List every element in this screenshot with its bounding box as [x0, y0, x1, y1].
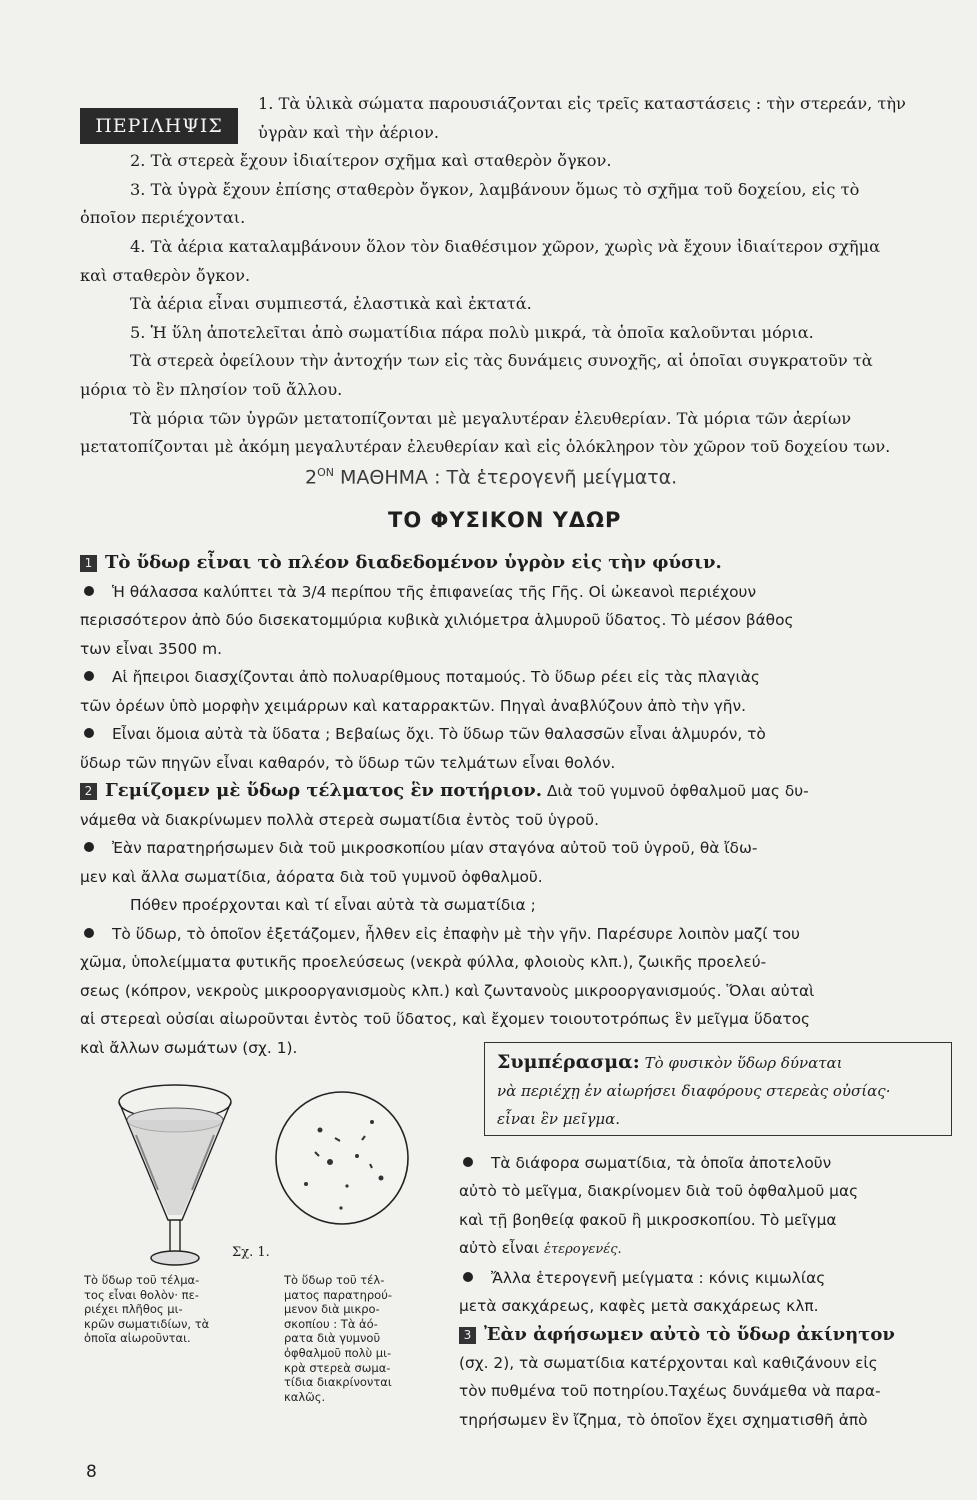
- section-1-bullet-2: [80, 663, 955, 692]
- summary-item-5: 5. Ἡ ὕλη ἀποτελεῖται ἀπὸ σωματίδια πάρα πολὺ μικρά, τὰ ὁποῖα καλοῦνται μόρια.: [130, 322, 814, 342]
- caption-line: Τὸ ὕδωρ τοῦ τέλ-: [284, 1273, 385, 1287]
- text-line: Αἱ ἤπειροι διασχίζονται ἀπὸ πολυαρίθμους ποταμούς. Τὸ ὕδωρ ρέει εἰς τὰς πλαγιὰς: [112, 668, 760, 686]
- lesson-number: 2: [305, 466, 318, 489]
- text-line: [459, 1234, 955, 1264]
- conclusion-text: Τὸ φυσικὸν ὕδωρ δύναται: [639, 1054, 843, 1072]
- summary-item-6-cont: μόρια τὸ ἓν πλησίον τοῦ ἄλλου.: [80, 379, 343, 399]
- caption-line: μενον διὰ μικρο-: [284, 1302, 380, 1317]
- page-number: 8: [86, 1462, 97, 1482]
- section-1-bullet-3: [80, 720, 955, 749]
- figure-caption-left: [84, 1273, 244, 1346]
- caption-line: καλῶς.: [284, 1389, 326, 1404]
- summary-item-4-cont: καὶ σταθερὸν ὄγκον.: [80, 265, 251, 285]
- section-3-heading: [459, 1321, 955, 1349]
- section-1-title: Τὸ ὕδωρ εἶναι τὸ πλέον διαδεδομένον ὑγρὸν εἰς τὴν φύσιν.: [105, 552, 722, 573]
- figure-caption-right: [284, 1273, 434, 1404]
- right-column: [459, 1149, 955, 1434]
- bullet-icon: [84, 586, 94, 596]
- summary-item-7-cont: μετατοπίζονται μὲ ἀκόμη μεγαλυτέραν ἐλευθερίαν καὶ εἰς ὁλόκληρον τὸν χῶρον τοῦ δοχείου των.: [80, 437, 891, 457]
- main-text: [80, 549, 955, 1062]
- text-line: Ἡ θάλασσα καλύπτει τὰ 3/4 περίπου τῆς ἐπιφανείας τῆς Γῆς. Οἱ ὠκεανοὶ περιέχουν: [112, 582, 757, 601]
- text-line: ὕδωρ τῶν πηγῶν εἶναι καθαρόν, τὸ ὕδωρ τῶν τελμάτων εἶναι θολόν.: [80, 753, 616, 772]
- summary-item-2: 2. Τὰ στερεὰ ἔχουν ἰδιαίτερον σχῆμα καὶ σταθερὸν ὄγκον.: [130, 151, 612, 171]
- section-number-badge: 1: [80, 555, 97, 572]
- conclusion-label: Συμπέρασμα:: [497, 1051, 640, 1073]
- summary-item-7: Τὰ μόρια τῶν ὑγρῶν μετατοπίζονται μὲ μεγαλυτέραν ἐλευθερίαν. Τὰ μόρια τῶν ἀερίων: [130, 408, 852, 428]
- caption-line: κρῶν σωματιδίων, τὰ: [84, 1316, 210, 1331]
- lesson-label: ΜΑΘΗΜΑ :: [333, 466, 447, 489]
- text-line: σεως (κόπρον, νεκροὺς μικροοργανισμοὺς κλπ.) καὶ ζωντανοὺς μικροοργανισμούς. Ὅλαι αὐταὶ: [80, 981, 815, 1000]
- right-bullet-1: [459, 1149, 955, 1177]
- lesson-topic: Τὰ ἑτερογενῆ μείγματα.: [446, 466, 678, 489]
- text-line: καὶ ἄλλων σωμάτων (σχ. 1).: [80, 1038, 298, 1057]
- figure-label: Σχ. 1.: [232, 1245, 270, 1260]
- caption-line: σκοπίου : Τὰ ἀό-: [284, 1316, 378, 1331]
- conclusion-text: εἶναι ἓν μεῖγμα.: [497, 1110, 621, 1128]
- text-line: Διὰ τοῦ γυμνοῦ ὀφθαλμοῦ μας δυ-: [541, 782, 809, 800]
- bullet-icon: [463, 1272, 473, 1282]
- bullet-icon: [463, 1157, 473, 1167]
- text-line: καὶ τῇ βοηθείᾳ φακοῦ ἢ μικροσκοπίου. Τὸ μεῖγμα: [459, 1210, 837, 1229]
- text-line: Τὸ ὕδωρ, τὸ ὁποῖον ἐξετάζομεν, ἦλθεν εἰς ἐπαφὴν μὲ τὴν γῆν. Παρέσυρε λοιπὸν μαζί του: [112, 924, 800, 943]
- caption-line: ὁποῖα αἰωροῦνται.: [84, 1331, 191, 1346]
- text-line: Τὰ διάφορα σωματίδια, τὰ ὁποῖα ἀποτελοῦν: [491, 1154, 832, 1172]
- text-line: χῶμα, ὑπολείμματα φυτικῆς προελεύσεως (νεκρὰ φύλλα, φλοιοὺς κλπ.), ζωικῆς προελεύ-: [80, 953, 767, 971]
- page-title: ΤΟ ΦΥΣΙΚΟΝ ΥΔΩΡ: [388, 508, 622, 532]
- glass-drawing: [119, 1085, 231, 1265]
- caption-line: κρὰ στερεὰ σωμα-: [284, 1360, 391, 1375]
- summary-item-3: 3. Τὰ ὑγρὰ ἔχουν ἐπίσης σταθερὸν ὄγκον, λαμβάνουν ὅμως τὸ σχῆμα τοῦ δοχείου, εἰς τὸ: [130, 179, 860, 199]
- caption-line: ριέχει πλῆθος μι-: [84, 1302, 183, 1317]
- text-line: νάμεθα νὰ διακρίνωμεν πολλὰ στερεὰ σωματίδια ἐντὸς τοῦ ὑγροῦ.: [80, 810, 599, 829]
- text-line: τὸν πυθμένα τοῦ ποτηρίου.Ταχέως δυνάμεθα νὰ παρα-: [459, 1382, 881, 1401]
- summary-item-6: Τὰ στερεὰ ὀφείλουν τὴν ἀντοχήν των εἰς τὰς δυνάμεις συνοχῆς, αἱ ὁποῖαι συγκρατοῦν τὰ: [130, 351, 873, 371]
- section-1-heading: [80, 549, 955, 578]
- summary-item-1: 1. Τὰ ὑλικὰ σώματα παρουσιάζονται εἰς τρεῖς καταστάσεις : τὴν στερεάν, τὴν: [258, 94, 906, 113]
- section-2-title: Γεμίζομεν μὲ ὕδωρ τέλματος ἓν ποτήριον.: [105, 780, 542, 801]
- text-line: (σχ. 2), τὰ σωματίδια κατέρχονται καὶ καθιζάνουν εἰς: [459, 1354, 878, 1373]
- text-line: μετὰ σακχάρεως, καφὲς μετὰ σακχάρεως κλπ.: [459, 1297, 819, 1316]
- summary-badge: ΠΕΡΙΛΗΨΙΣ: [80, 108, 238, 144]
- caption-line: τίδια διακρίνονται: [284, 1375, 392, 1390]
- caption-line: ρατα διὰ γυμνοῦ: [284, 1331, 381, 1346]
- bullet-icon: [84, 842, 94, 852]
- text-line: περισσότερον ἀπὸ δύο δισεκατομμύρια κυβικὰ χιλιόμετρα ἁλμυροῦ ὕδατος. Τὸ μέσον βάθος: [80, 611, 794, 629]
- bullet-icon: [84, 671, 94, 681]
- section-number-badge: 3: [459, 1327, 476, 1344]
- figure-illustration: [110, 1080, 410, 1270]
- text-line: μεν καὶ ἄλλα σωματίδια, ἀόρατα διὰ τοῦ γυμνοῦ ὀφθαλμοῦ.: [80, 867, 543, 886]
- microscope-view-drawing: [276, 1092, 408, 1224]
- text-line: αἱ στερεαὶ οὐσίαι αἰωροῦνται ἐντὸς τοῦ ὕδατος, καὶ ἔχομεν τοιουτοτρόπως ἓν μεῖγμα ὕδατος: [80, 1010, 811, 1028]
- summary-item-1-cont: ὑγρὰν καὶ τὴν ἀέριον.: [258, 122, 440, 142]
- summary-block: [80, 90, 952, 462]
- caption-line: ματος παρατηρού-: [284, 1287, 392, 1302]
- italic-term: ἑτερογενές.: [544, 1241, 622, 1257]
- text-line: Ἄλλα ἑτερογενῆ μείγματα : κόνις κιμωλίας: [491, 1269, 826, 1288]
- lesson-suffix: ΟΝ: [317, 466, 334, 479]
- section-2-bullet-2: [80, 920, 955, 949]
- conclusion-box: [484, 1042, 952, 1136]
- bullet-icon: [84, 928, 94, 938]
- summary-item-4: 4. Τὰ ἀέρια καταλαμβάνουν ὅλον τὸν διαθέσιμον χῶρον, χωρὶς νὰ ἔχουν ἰδιαίτερον σχῆμα: [130, 236, 881, 256]
- summary-item-3-cont: ὁποῖον περιέχονται.: [80, 208, 246, 228]
- text-line: αὐτὸ τὸ μεῖγμα, διακρίνομεν διὰ τοῦ ὀφθαλμοῦ μας: [459, 1182, 859, 1201]
- section-number-badge: 2: [80, 783, 97, 800]
- section-2-bullet-1: [80, 834, 955, 863]
- text-line: τηρήσωμεν ἓν ἴζημα, τὸ ὁποῖον ἔχει σχηματισθῆ ἀπὸ: [459, 1410, 868, 1429]
- section-1-bullet-1: [80, 578, 955, 607]
- caption-line: τος εἶναι θολὸν· πε-: [84, 1287, 199, 1302]
- right-bullet-2: [459, 1264, 955, 1292]
- section-3-title: Ἐὰν ἀφήσωμεν αὐτὸ τὸ ὕδωρ ἀκίνητον: [484, 1323, 895, 1345]
- caption-line: ὀφθαλμοῦ πολὺ μι-: [284, 1345, 392, 1360]
- summary-item-4-extra: Τὰ ἀέρια εἶναι συμπιεστά, ἐλαστικὰ καὶ ἐκτατά.: [130, 294, 532, 314]
- text-line: των εἶναι 3500 m.: [80, 639, 222, 658]
- text-line: αὐτὸ εἶναι: [459, 1238, 544, 1257]
- lesson-line: [305, 466, 677, 488]
- text-line: Ἐὰν παρατηρήσωμεν διὰ τοῦ μικροσκοπίου μίαν σταγόνα αὐτοῦ τοῦ ὑγροῦ, θὰ ἴδω-: [112, 839, 758, 857]
- question-line: Πόθεν προέρχονται καὶ τί εἶναι αὐτὰ τὰ σωματίδια ;: [130, 896, 536, 914]
- text-line: τῶν ὀρέων ὑπὸ μορφὴν χειμάρρων καὶ καταρρακτῶν. Πηγαὶ ἀναβλύζουν ἀπὸ τὴν γῆν.: [80, 696, 747, 715]
- conclusion-text: νὰ περιέχῃ ἐν αἰωρήσει διαφόρους στερεὰς οὐσίας·: [497, 1082, 891, 1100]
- bullet-icon: [84, 728, 94, 738]
- caption-line: Τὸ ὕδωρ τοῦ τέλμα-: [84, 1273, 200, 1287]
- section-2-heading: [80, 777, 955, 806]
- text-line: Εἶναι ὅμοια αὐτὰ τὰ ὕδατα ; Βεβαίως ὄχι. Τὸ ὕδωρ τῶν θαλασσῶν εἶναι ἁλμυρόν, τὸ: [112, 725, 766, 743]
